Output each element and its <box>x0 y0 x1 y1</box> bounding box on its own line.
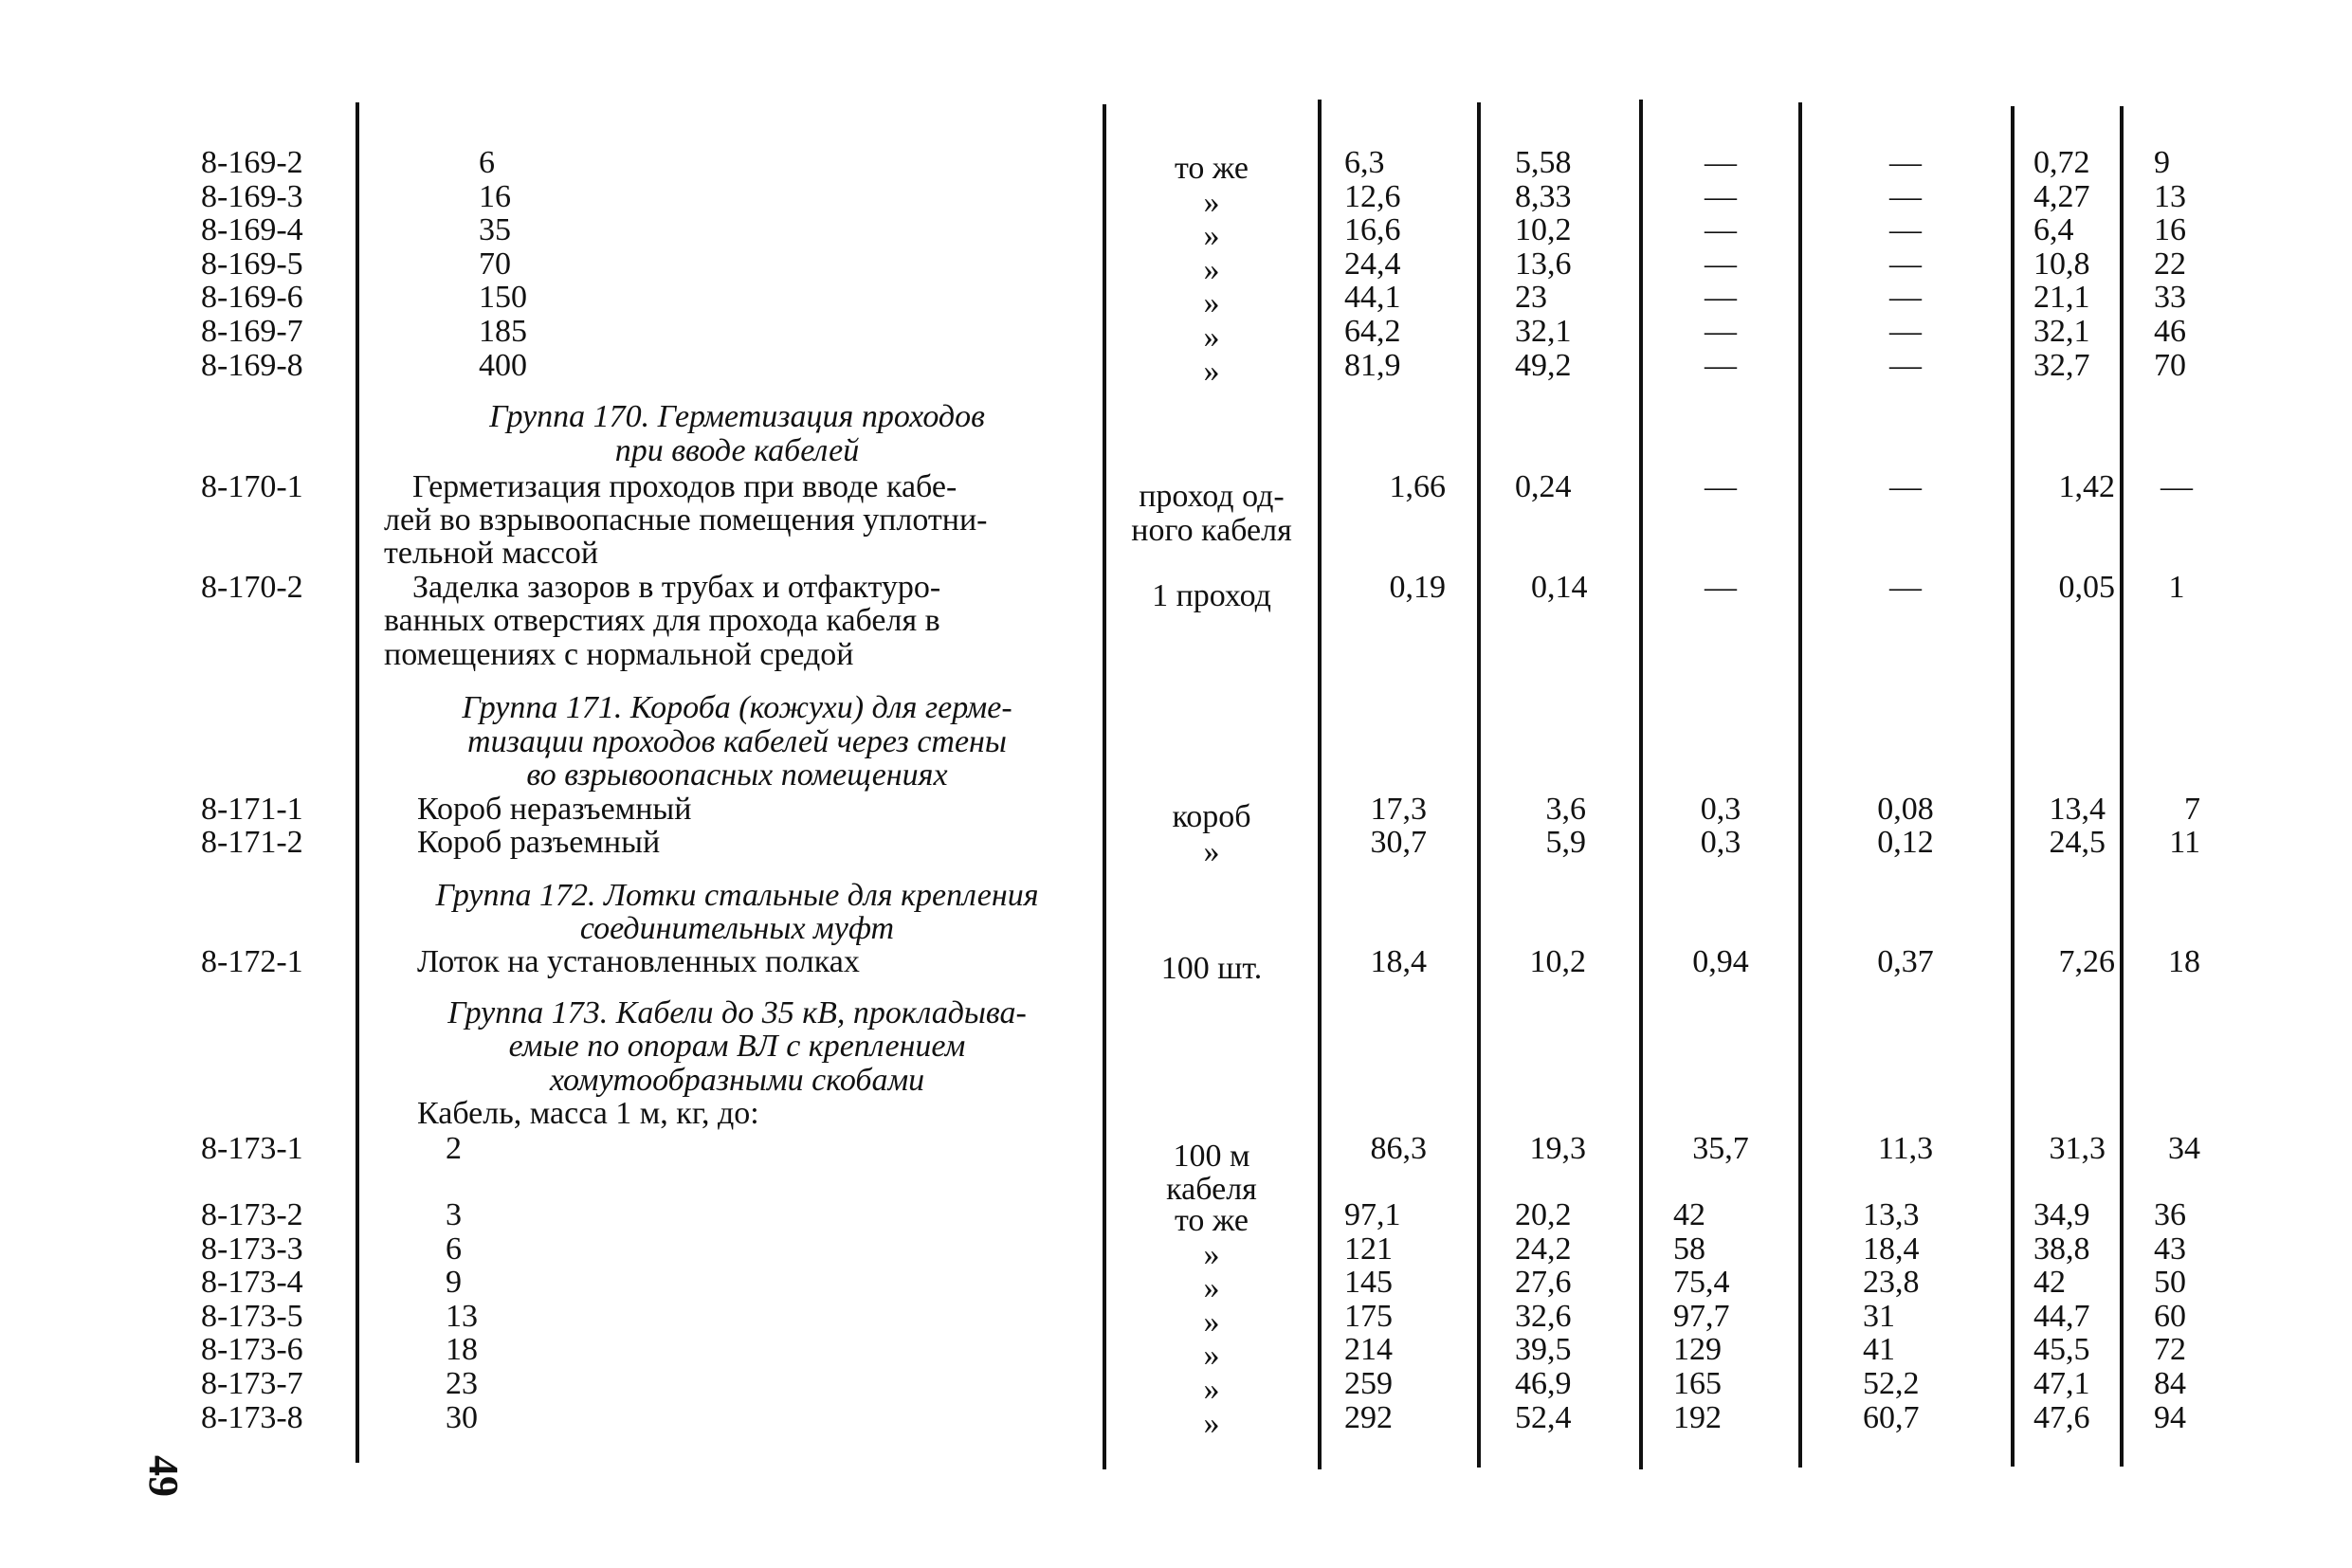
row-value: 38,8 <box>2033 1231 2090 1267</box>
row-value: — <box>2161 469 2193 504</box>
row-value: — <box>1705 314 1737 349</box>
row-value: 5,9 <box>1545 825 1586 860</box>
row-unit: 1 проход <box>1152 578 1271 613</box>
row-value: 72 <box>2154 1332 2186 1368</box>
row-value: 259 <box>1344 1366 1393 1401</box>
row-description: лей во взрывоопасные помещения уплотни- <box>384 502 988 538</box>
row-value: — <box>1889 280 1922 316</box>
column-rule <box>1477 102 1481 1468</box>
row-unit: » <box>1203 1304 1220 1340</box>
row-value: 11 <box>2169 825 2200 860</box>
row-value: 0,3 <box>1700 825 1741 860</box>
row-value: 145 <box>1344 1265 1393 1301</box>
row-value: 70 <box>2154 347 2186 383</box>
row-value: 64,2 <box>1344 314 1401 349</box>
row-description: 23 <box>446 1366 478 1401</box>
row-value: 23 <box>1515 280 1547 316</box>
row-value: 41 <box>1863 1332 1895 1368</box>
row-unit: проход од- <box>1139 479 1285 514</box>
row-value: 52,4 <box>1515 1399 1572 1435</box>
row-unit: » <box>1203 251 1220 287</box>
row-value: 0,94 <box>1692 944 1749 979</box>
row-value: 0,12 <box>1877 825 1934 860</box>
row-value: 24,4 <box>1344 246 1401 282</box>
row-description: Короб неразъемный <box>417 792 692 827</box>
row-value: 42 <box>1673 1197 1705 1232</box>
row-description: помещениях с нормальной средой <box>384 637 854 672</box>
row-value: 6,3 <box>1344 145 1385 180</box>
row-unit: » <box>1203 1270 1220 1306</box>
row-description: 16 <box>479 178 511 214</box>
row-value: 12,6 <box>1344 178 1401 214</box>
row-value: — <box>1705 570 1737 605</box>
row-value: 16,6 <box>1344 212 1401 248</box>
row-unit: » <box>1203 184 1220 220</box>
row-description: 3 <box>446 1197 462 1232</box>
row-value: 0,37 <box>1877 944 1934 979</box>
row-value: 3,6 <box>1545 792 1586 827</box>
row-value: 34 <box>2168 1131 2200 1166</box>
row-value: 11,3 <box>1877 1131 1934 1166</box>
row-value: 7,26 <box>2058 944 2115 979</box>
row-value: 16 <box>2154 212 2186 248</box>
row-value: 44,1 <box>1344 280 1401 316</box>
row-description: 6 <box>479 145 495 180</box>
row-value: 1 <box>2168 570 2185 605</box>
row-value: 18,4 <box>1370 944 1427 979</box>
row-unit: то же <box>1174 1203 1249 1238</box>
row-code: 8-170-2 <box>201 570 303 605</box>
row-value: 31,3 <box>2049 1131 2106 1166</box>
row-code: 8-169-3 <box>201 178 303 214</box>
row-value: 75,4 <box>1673 1265 1730 1301</box>
row-value: 18 <box>2168 944 2200 979</box>
row-code: 8-169-2 <box>201 145 303 180</box>
row-unit: 100 м <box>1173 1139 1250 1174</box>
group-171-title: Группа 171. Короба (кожухи) для герме- <box>462 690 1012 725</box>
row-value: 42 <box>2033 1265 2066 1301</box>
group-170-title: Группа 170. Герметизация проходов <box>489 399 985 434</box>
row-value: — <box>1705 347 1737 383</box>
row-value: 33 <box>2154 280 2186 316</box>
row-unit: » <box>1203 1338 1220 1374</box>
row-value: — <box>1889 212 1922 248</box>
group-171-title-cont: во взрывоопасных помещениях <box>526 757 948 793</box>
row-value: 32,1 <box>1515 314 1572 349</box>
column-rule <box>356 102 359 1463</box>
row-value: 23,8 <box>1863 1265 1920 1301</box>
row-value: 36 <box>2154 1197 2186 1232</box>
row-value: 13,3 <box>1863 1197 1920 1232</box>
row-value: 17,3 <box>1370 792 1427 827</box>
row-value: 121 <box>1344 1231 1393 1267</box>
row-value: 60,7 <box>1863 1399 1920 1435</box>
row-value: — <box>1889 570 1922 605</box>
row-value: — <box>1705 145 1737 180</box>
row-value: 20,2 <box>1515 1197 1572 1232</box>
row-value: 13,4 <box>2049 792 2106 827</box>
row-value: 46,9 <box>1515 1366 1572 1401</box>
row-value: 47,6 <box>2033 1399 2090 1435</box>
row-code: 8-173-6 <box>201 1332 303 1368</box>
row-value: 32,7 <box>2033 347 2090 383</box>
row-value: 47,1 <box>2033 1366 2090 1401</box>
group-173-title-cont: емые по опорам ВЛ с креплением <box>508 1029 966 1064</box>
row-unit: » <box>1203 285 1220 321</box>
row-value: 129 <box>1673 1332 1722 1368</box>
row-value: 0,14 <box>1531 570 1588 605</box>
row-code: 8-172-1 <box>201 944 303 979</box>
row-value: 94 <box>2154 1399 2186 1435</box>
row-unit: » <box>1203 319 1220 355</box>
row-value: 9 <box>2154 145 2170 180</box>
group-172-title-cont: соединительных муфт <box>579 911 895 946</box>
row-code: 8-173-8 <box>201 1399 303 1435</box>
row-code: 8-173-5 <box>201 1298 303 1334</box>
row-value: 32,6 <box>1515 1298 1572 1334</box>
row-unit: » <box>1203 218 1220 254</box>
group-171-title-cont: тизации проходов кабелей через стены <box>467 724 1007 759</box>
row-description: Лоток на установленных полках <box>417 944 860 979</box>
row-unit: » <box>1203 1236 1220 1272</box>
row-value: — <box>1705 212 1737 248</box>
row-unit: » <box>1203 353 1220 389</box>
row-value: — <box>1889 145 1922 180</box>
row-value: 0,08 <box>1877 792 1934 827</box>
row-value: 4,27 <box>2033 178 2090 214</box>
column-rule <box>1318 100 1322 1469</box>
row-value: 13 <box>2154 178 2186 214</box>
group-170-title-cont: при вводе кабелей <box>614 433 860 468</box>
group-173-title-cont: хомутообразными скобами <box>549 1063 925 1098</box>
row-code: 8-171-2 <box>201 825 303 860</box>
row-value: 0,3 <box>1700 792 1741 827</box>
row-code: 8-173-3 <box>201 1231 303 1267</box>
row-code: 8-169-7 <box>201 314 303 349</box>
row-code: 8-169-4 <box>201 212 303 248</box>
row-value: 6,4 <box>2033 212 2074 248</box>
row-code: 8-173-7 <box>201 1366 303 1401</box>
row-value: 97,1 <box>1344 1197 1401 1232</box>
group-173-title: Группа 173. Кабели до 35 кВ, прокладыва- <box>447 995 1027 1030</box>
row-description: 18 <box>446 1332 478 1368</box>
row-unit: 100 шт. <box>1160 951 1263 986</box>
row-unit: кабеля <box>1166 1172 1257 1207</box>
row-value: 10,2 <box>1515 212 1572 248</box>
row-description: 70 <box>479 246 511 282</box>
row-value: 165 <box>1673 1366 1722 1401</box>
row-unit: ного кабеля <box>1131 513 1292 548</box>
column-rule <box>2011 106 2015 1467</box>
row-value: — <box>1889 347 1922 383</box>
row-description: 13 <box>446 1298 478 1334</box>
row-description: 400 <box>479 347 527 383</box>
group-173-subheading: Кабель, масса 1 м, кг, до: <box>417 1096 759 1131</box>
row-unit: то же <box>1174 151 1249 186</box>
row-value: 27,6 <box>1515 1265 1572 1301</box>
row-unit: » <box>1203 834 1220 869</box>
row-code: 8-170-1 <box>201 469 303 504</box>
row-value: 19,3 <box>1529 1131 1586 1166</box>
row-value: — <box>1889 314 1922 349</box>
row-value: — <box>1705 469 1737 504</box>
row-value: 1,42 <box>2058 469 2115 504</box>
row-description: 35 <box>479 212 511 248</box>
row-value: — <box>1889 178 1922 214</box>
row-value: 10,8 <box>2033 246 2090 282</box>
row-code: 8-173-4 <box>201 1265 303 1301</box>
page-number: 49 <box>140 1455 187 1497</box>
row-unit: » <box>1203 1372 1220 1407</box>
row-code: 8-173-2 <box>201 1197 303 1232</box>
row-value: 44,7 <box>2033 1298 2090 1334</box>
row-value: — <box>1705 246 1737 282</box>
row-value: 52,2 <box>1863 1366 1920 1401</box>
row-description: 2 <box>446 1131 462 1166</box>
row-description: тельной массой <box>384 536 599 571</box>
row-value: 5,58 <box>1515 145 1572 180</box>
row-value: 0,05 <box>2058 570 2115 605</box>
row-description: Герметизация проходов при вводе кабе- <box>412 469 957 504</box>
column-rule <box>2120 106 2124 1467</box>
row-value: — <box>1705 178 1737 214</box>
group-172-title: Группа 172. Лотки стальные для крепления <box>435 878 1039 913</box>
row-value: 32,1 <box>2033 314 2090 349</box>
row-value: 49,2 <box>1515 347 1572 383</box>
column-rule <box>1639 100 1643 1469</box>
row-value: 7 <box>2184 792 2200 827</box>
row-code: 8-171-1 <box>201 792 303 827</box>
row-code: 8-169-8 <box>201 347 303 383</box>
row-code: 8-169-5 <box>201 246 303 282</box>
row-value: 60 <box>2154 1298 2186 1334</box>
row-description: Заделка зазоров в трубах и отфактуро- <box>412 570 941 605</box>
row-value: 39,5 <box>1515 1332 1572 1368</box>
row-code: 8-173-1 <box>201 1131 303 1166</box>
row-value: 10,2 <box>1529 944 1586 979</box>
row-description: 9 <box>446 1265 462 1301</box>
row-value: 0,72 <box>2033 145 2090 180</box>
row-description: ванных отверстиях для прохода кабеля в <box>384 603 940 638</box>
row-value: — <box>1705 280 1737 316</box>
row-value: 50 <box>2154 1265 2186 1301</box>
row-description: Короб разъемный <box>417 825 661 860</box>
row-unit: » <box>1203 1405 1220 1441</box>
row-value: 292 <box>1344 1399 1393 1435</box>
row-value: 58 <box>1673 1231 1705 1267</box>
row-value: 1,66 <box>1389 469 1446 504</box>
row-description: 6 <box>446 1231 462 1267</box>
row-value: 45,5 <box>2033 1332 2090 1368</box>
row-value: 34,9 <box>2033 1197 2090 1232</box>
row-value: 175 <box>1344 1298 1393 1334</box>
row-value: 8,33 <box>1515 178 1572 214</box>
row-description: 185 <box>479 314 527 349</box>
row-value: 31 <box>1863 1298 1895 1334</box>
row-value: — <box>1889 246 1922 282</box>
row-value: 97,7 <box>1673 1298 1730 1334</box>
row-value: — <box>1889 469 1922 504</box>
row-value: 192 <box>1673 1399 1722 1435</box>
row-unit: короб <box>1172 799 1251 834</box>
row-value: 24,5 <box>2049 825 2106 860</box>
column-rule <box>1798 102 1802 1468</box>
row-value: 0,24 <box>1515 469 1572 504</box>
row-description: 150 <box>479 280 527 316</box>
row-value: 214 <box>1344 1332 1393 1368</box>
row-description: 30 <box>446 1399 478 1435</box>
row-value: 21,1 <box>2033 280 2090 316</box>
row-value: 18,4 <box>1863 1231 1920 1267</box>
row-value: 24,2 <box>1515 1231 1572 1267</box>
row-value: 35,7 <box>1692 1131 1749 1166</box>
row-value: 46 <box>2154 314 2186 349</box>
row-value: 22 <box>2154 246 2186 282</box>
row-value: 84 <box>2154 1366 2186 1401</box>
row-value: 81,9 <box>1344 347 1401 383</box>
row-value: 0,19 <box>1389 570 1446 605</box>
row-value: 13,6 <box>1515 246 1572 282</box>
row-value: 86,3 <box>1370 1131 1427 1166</box>
row-value: 30,7 <box>1370 825 1427 860</box>
row-code: 8-169-6 <box>201 280 303 316</box>
row-value: 43 <box>2154 1231 2186 1267</box>
